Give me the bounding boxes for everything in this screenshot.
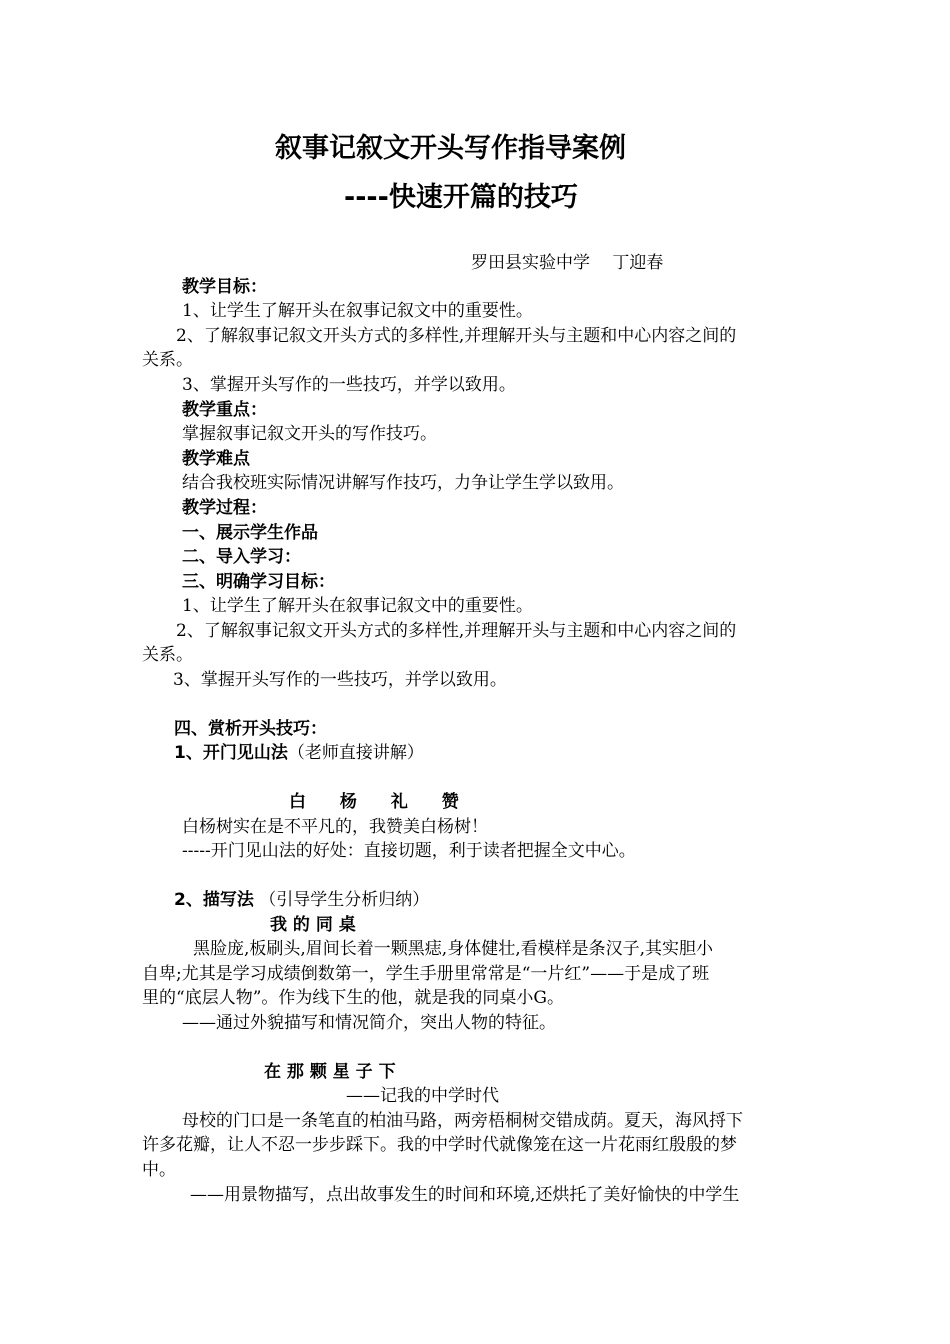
goals-heading: 教学目标：	[182, 277, 267, 297]
example-2-line-2: 自卑;尤其是学习成绩倒数第一，学生手册里常常是“一片红”——于是成了班	[142, 964, 710, 984]
example-3-title: 在 那 颗 星 子 下	[264, 1062, 396, 1082]
process-heading: 教学过程：	[182, 498, 267, 518]
example-3-comment: ——用景物描写，点出故事发生的时间和环境,还烘托了美好愉快的中学生	[190, 1185, 740, 1205]
goal-item-2-cont: 关系。	[142, 350, 193, 370]
process-step-2: 二、导入学习：	[182, 547, 301, 567]
goal-item-2: 2、了解叙事记叙文开头方式的多样性,并理解开头与主题和中心内容之间的	[176, 326, 737, 346]
example-3-line-3: 中。	[142, 1160, 176, 1180]
key-text: 掌握叙事记叙文开头的写作技巧。	[182, 424, 437, 444]
doc-subtitle: ----快速开篇的技巧	[344, 182, 578, 213]
method-1-line	[174, 741, 424, 765]
analysis-heading: 四、赏析开头技巧：	[174, 719, 327, 739]
difficulty-heading: 教学难点	[182, 449, 250, 469]
goal-item-3: 3、掌握开头写作的一些技巧，并学以致用。	[182, 375, 516, 395]
author-line: 罗田县实验中学 丁迎春	[471, 253, 664, 273]
method-1-note: （老师直接讲解）	[287, 743, 424, 763]
example-3-line-1: 母校的门口是一条笔直的柏油马路，两旁梧桐树交错成荫。夏天，海风捋下	[182, 1111, 743, 1131]
example-2-comment: ——通过外貌描写和情况简介，突出人物的特征。	[182, 1013, 556, 1033]
learning-goal-1: 1、让学生了解开头在叙事记叙文中的重要性。	[182, 596, 533, 616]
key-heading: 教学重点：	[182, 400, 267, 420]
example-1-text: 白杨树实在是不平凡的，我赞美白杨树！	[182, 817, 488, 837]
example-3-line-2: 许多花瓣，让人不忍一步步踩下。我的中学时代就像笼在这一片花雨红殷殷的梦	[142, 1135, 737, 1155]
example-2-line-3: 里的“底层人物”。作为线下生的他，就是我的同桌小G。	[142, 988, 564, 1008]
example-2-line-1: 黑脸庞,板刷头,眉间长着一颗黑痣,身体健壮,看模样是条汉子,其实胆小	[193, 939, 714, 959]
doc-title: 叙事记叙文开头写作指导案例	[275, 133, 626, 164]
learning-goal-2: 2、了解叙事记叙文开头方式的多样性,并理解开头与主题和中心内容之间的	[176, 621, 737, 641]
method-1-label: 1、开门见山法	[174, 743, 288, 763]
example-3-subtitle: ——记我的中学时代	[346, 1086, 499, 1106]
difficulty-text: 结合我校班实际情况讲解写作技巧，力争让学生学以致用。	[182, 473, 624, 493]
method-2-line	[174, 888, 429, 912]
method-2-note: （引导学生分析归纳）	[253, 890, 430, 910]
example-1-title: 白 杨 礼 赞	[289, 792, 473, 812]
method-2-label: 2、描写法	[174, 890, 254, 910]
process-step-1: 一、展示学生作品	[182, 523, 318, 543]
learning-goal-2-cont: 关系。	[142, 645, 193, 665]
goal-item-1: 1、让学生了解开头在叙事记叙文中的重要性。	[182, 301, 533, 321]
process-step-3: 三、明确学习目标：	[182, 572, 335, 592]
example-2-title: 我 的 同 桌	[270, 915, 356, 935]
learning-goal-3: 3、掌握开头写作的一些技巧，并学以致用。	[173, 670, 507, 690]
example-1-comment: -----开门见山法的好处：直接切题，利于读者把握全文中心。	[182, 841, 636, 861]
